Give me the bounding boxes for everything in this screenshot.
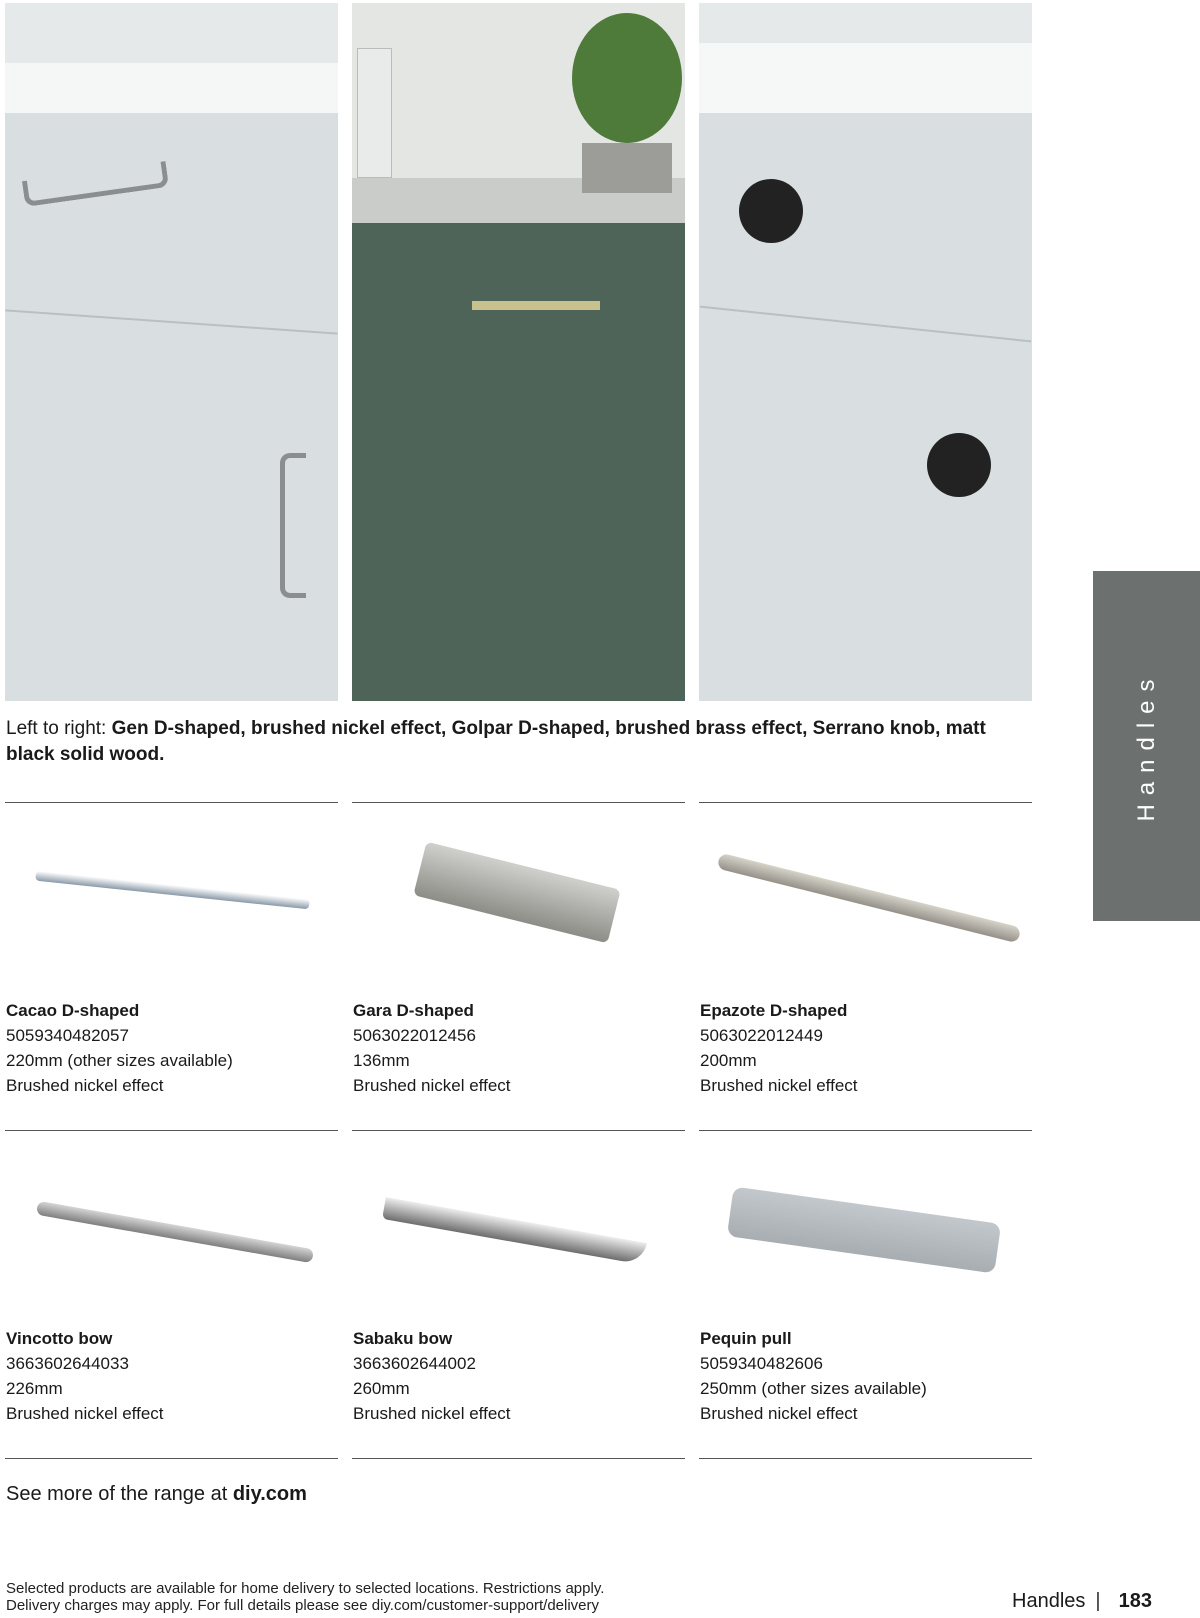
product-image-sabaku [352, 1180, 685, 1330]
photo-gen-handle [5, 3, 338, 701]
diy-link[interactable]: diy.com [232, 1483, 307, 1505]
product-image-cacao [5, 840, 338, 990]
product-code: 5059340482057 [6, 1026, 129, 1045]
product-size: 226mm [6, 1379, 63, 1398]
product-name: Sabaku bow [353, 1329, 453, 1348]
see-more-text [6, 1483, 307, 1506]
page-section: Handles [1012, 1590, 1086, 1612]
product-name: Cacao D-shaped [6, 1001, 140, 1020]
divider [699, 1458, 1032, 1459]
product-gara [353, 998, 686, 1098]
divider [352, 802, 685, 803]
separator: | [1095, 1590, 1101, 1612]
product-finish: Brushed nickel effect [700, 1404, 858, 1423]
footer-disclaimer [6, 1580, 604, 1614]
product-finish: Brushed nickel effect [353, 1076, 511, 1095]
section-tab-label: Handles [1132, 670, 1160, 822]
disclaimer-line-1: Selected products are available for home delivery to selected locations. Restrictions apply. [6, 1580, 605, 1597]
divider [5, 802, 338, 803]
product-vincotto [6, 1326, 339, 1426]
product-name: Pequin pull [700, 1329, 792, 1348]
photo-caption [6, 716, 1036, 768]
product-code: 5063022012449 [700, 1026, 823, 1045]
divider [5, 1458, 338, 1459]
divider [5, 1130, 338, 1131]
product-image-vincotto [5, 1180, 338, 1330]
section-tab [1093, 571, 1200, 921]
product-code: 3663602644002 [353, 1354, 476, 1373]
product-image-gara [352, 840, 685, 990]
page-footer [1012, 1590, 1152, 1613]
divider [699, 802, 1032, 803]
product-pequin [700, 1326, 1033, 1426]
product-sabaku [353, 1326, 686, 1426]
product-epazote [700, 998, 1033, 1098]
product-image-epazote [699, 840, 1032, 990]
product-name: Epazote D-shaped [700, 1001, 848, 1020]
product-name: Gara D-shaped [353, 1001, 474, 1020]
product-code: 3663602644033 [6, 1354, 129, 1373]
product-size: 260mm [353, 1379, 410, 1398]
product-finish: Brushed nickel effect [353, 1404, 511, 1423]
product-cacao [6, 998, 339, 1098]
product-size: 136mm [353, 1051, 410, 1070]
product-finish: Brushed nickel effect [700, 1076, 858, 1095]
product-name: Vincotto bow [6, 1329, 113, 1348]
see-more-label: See more of the range at [6, 1483, 228, 1505]
divider [352, 1130, 685, 1131]
product-finish: Brushed nickel effect [6, 1404, 164, 1423]
divider [352, 1458, 685, 1459]
divider [699, 1130, 1032, 1131]
caption-text: Gen D-shaped, brushed nickel effect, Golpar D-shaped, brushed brass effect, Serrano knob, matt black solid wood. [6, 718, 986, 765]
product-size: 220mm (other sizes available) [6, 1051, 233, 1070]
photo-golpar-handle [352, 3, 685, 701]
product-size: 200mm [700, 1051, 757, 1070]
product-image-pequin [699, 1180, 1032, 1330]
disclaimer-line-2: Delivery charges may apply. For full details please see diy.com/customer-support/delivery [6, 1597, 600, 1614]
caption-prefix: Left to right: [6, 718, 107, 739]
page-number: 183 [1118, 1590, 1152, 1612]
product-size: 250mm (other sizes available) [700, 1379, 927, 1398]
product-code: 5059340482606 [700, 1354, 823, 1373]
product-code: 5063022012456 [353, 1026, 476, 1045]
product-finish: Brushed nickel effect [6, 1076, 164, 1095]
photo-serrano-knob [699, 3, 1032, 701]
